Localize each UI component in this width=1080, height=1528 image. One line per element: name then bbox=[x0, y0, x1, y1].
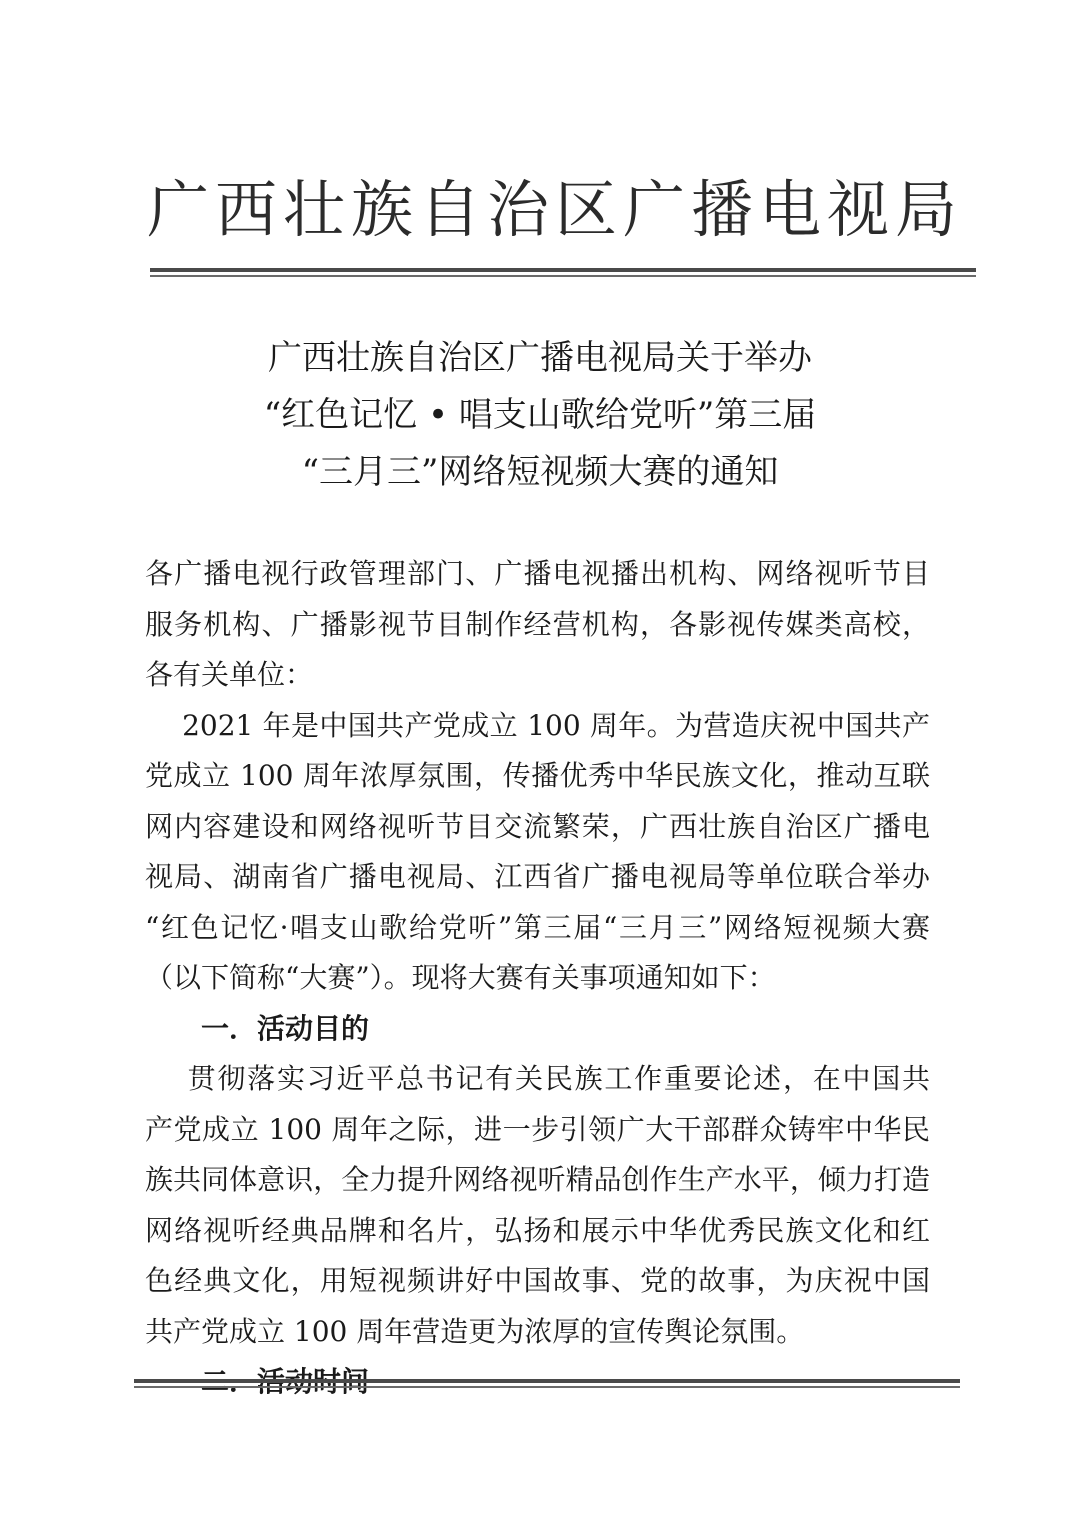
purpose-line: 产党成立 100 周年之际，进一步引领广大干部群众铸牢中华民 bbox=[145, 1112, 930, 1146]
purpose-line: 族共同体意识，全力提升网络视听精品创作生产水平，倾力打造 bbox=[145, 1163, 930, 1196]
footer-divider bbox=[134, 1379, 960, 1388]
purpose-line: 网络视听经典品牌和名片，弘扬和展示中华优秀民族文化和红 bbox=[145, 1213, 930, 1247]
purpose-line: 贯彻落实习近平总书记有关民族工作重要论述，在中国共 bbox=[145, 1062, 930, 1095]
title-line: “三月三”网络短视频大赛的通知 bbox=[301, 452, 779, 492]
purpose-line: 共产党成立 100 周年营造更为浓厚的宣传舆论氛围。 bbox=[145, 1314, 805, 1348]
intro-line: 视局、湖南省广播电视局、江西省广播电视局等单位联合举办 bbox=[145, 860, 930, 893]
section-heading-purpose: 一．活动目的 bbox=[201, 1011, 370, 1045]
title-line: “红色记忆 • 唱支山歌给党听”第三届 bbox=[263, 395, 817, 435]
agency-masthead: 广西壮族自治区广播电视局 bbox=[146, 173, 963, 246]
intro-line: “红色记忆·唱支山歌给党听”第三届“三月三”网络短视频大赛 bbox=[145, 910, 930, 944]
title-line: 广西壮族自治区广播电视局关于举办 bbox=[268, 338, 812, 378]
salutation-line: 服务机构、广播影视节目制作经营机构，各影视传媒类高校， bbox=[145, 607, 930, 641]
intro-line: 党成立 100 周年浓厚氛围，传播优秀中华民族文化，推动互联 bbox=[145, 759, 930, 792]
document-title bbox=[140, 330, 940, 501]
header-divider bbox=[150, 268, 976, 277]
salutation-line: 各有关单位： bbox=[145, 658, 314, 691]
intro-line: 2021 年是中国共产党成立 100 周年。为营造庆祝中国共产 bbox=[145, 708, 930, 742]
salutation-line: 各广播电视行政管理部门、广播电视播出机构、网络视听节目 bbox=[145, 557, 930, 590]
document-body bbox=[145, 549, 930, 1408]
purpose-line: 色经典文化，用短视频讲好中国故事、党的故事，为庆祝中国 bbox=[145, 1264, 930, 1297]
intro-line: 网内容建设和网络视听节目交流繁荣，广西壮族自治区广播电 bbox=[145, 809, 930, 843]
intro-line: （以下简称“大赛”）。现将大赛有关事项通知如下： bbox=[145, 961, 776, 994]
